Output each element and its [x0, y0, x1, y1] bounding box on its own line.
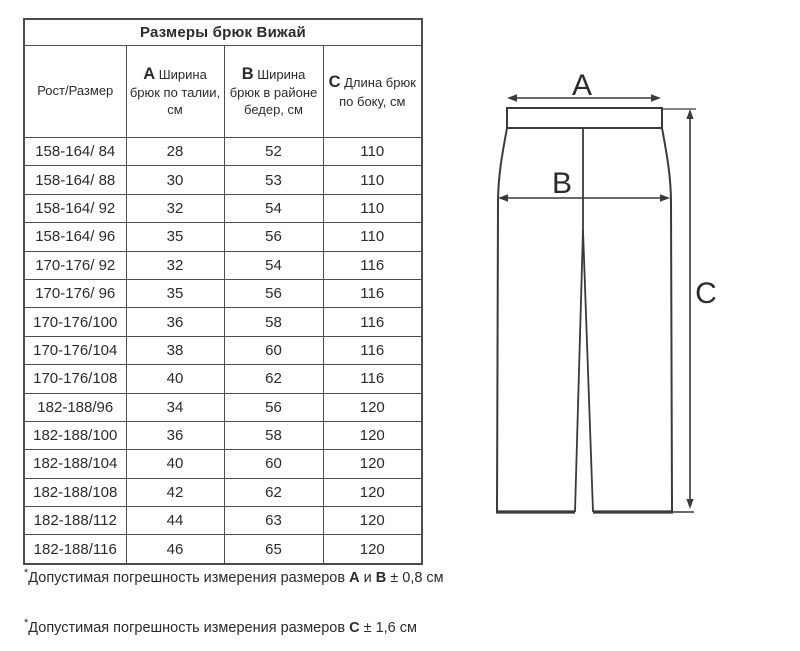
footnote-asterisk: * — [24, 567, 29, 579]
cell-size: 170-176/108 — [24, 365, 126, 393]
table-row — [24, 279, 422, 307]
cell-waist: 32 — [126, 194, 224, 222]
cell-waist: 35 — [126, 279, 224, 307]
pants-diagram — [450, 55, 790, 535]
footnote-text: ± 1,6 см — [359, 619, 417, 636]
footnote-ab-tolerance — [24, 567, 444, 586]
table-row — [24, 535, 422, 564]
table-row — [24, 308, 422, 336]
waistband — [507, 108, 662, 128]
cell-length: 110 — [323, 194, 422, 222]
cell-size: 158-164/ 96 — [24, 223, 126, 251]
cell-hips: 52 — [224, 138, 323, 166]
column-header-length — [323, 46, 422, 138]
table-row — [24, 223, 422, 251]
cell-hips: 63 — [224, 507, 323, 535]
footnote-text: ± 0,8 см — [386, 569, 444, 586]
measure-c-arrowhead-top — [686, 109, 693, 119]
cell-hips: 58 — [224, 421, 323, 449]
table-row — [24, 194, 422, 222]
cell-hips: 53 — [224, 166, 323, 194]
table-row — [24, 507, 422, 535]
column-header-hips-label: Ширина брюк в районе бедер, см — [229, 66, 318, 118]
cell-size: 158-164/ 84 — [24, 138, 126, 166]
cell-size: 182-188/96 — [24, 393, 126, 421]
measure-b-label: B — [551, 167, 573, 200]
table-row — [24, 138, 422, 166]
cell-hips: 60 — [224, 450, 323, 478]
footnote-text: Допустимая погрешность измерения размеров — [28, 569, 350, 586]
cell-hips: 56 — [224, 223, 323, 251]
footnote-bold-b: В — [375, 569, 387, 586]
cell-waist: 46 — [126, 535, 224, 564]
cell-hips: 65 — [224, 535, 323, 564]
column-letter-b: B — [241, 64, 254, 83]
cell-size: 182-188/100 — [24, 421, 126, 449]
cell-length: 110 — [323, 223, 422, 251]
column-letter-a: A — [143, 64, 156, 83]
footnote-text: Допустимая погрешность измерения размеров — [28, 619, 350, 636]
cell-hips: 54 — [224, 194, 323, 222]
table-row — [24, 421, 422, 449]
table-row — [24, 478, 422, 506]
cell-waist: 40 — [126, 450, 224, 478]
cell-size: 158-164/ 88 — [24, 166, 126, 194]
cell-size: 182-188/108 — [24, 478, 126, 506]
cell-size: 170-176/100 — [24, 308, 126, 336]
measure-b-arrowhead-right — [660, 194, 670, 202]
table-title: Размеры брюк Вижай — [24, 19, 422, 46]
cell-hips: 62 — [224, 478, 323, 506]
measure-c-label: C — [695, 277, 717, 310]
measure-a-arrowhead-left — [507, 94, 517, 102]
column-letter-c: C — [328, 73, 341, 92]
size-table — [23, 18, 423, 565]
cell-size: 182-188/104 — [24, 450, 126, 478]
cell-size: 182-188/112 — [24, 507, 126, 535]
cell-size: 158-164/ 92 — [24, 194, 126, 222]
cell-length: 110 — [323, 166, 422, 194]
cell-size: 170-176/104 — [24, 336, 126, 364]
measure-c-arrowhead-bottom — [686, 499, 693, 509]
measure-a-label: A — [571, 69, 593, 102]
footnote-c-tolerance — [24, 617, 417, 636]
cell-length: 116 — [323, 308, 422, 336]
inner-seam-left — [575, 230, 583, 512]
cell-length: 120 — [323, 507, 422, 535]
cell-length: 120 — [323, 393, 422, 421]
cell-length: 116 — [323, 365, 422, 393]
cell-hips: 60 — [224, 336, 323, 364]
size-table-body — [24, 138, 422, 564]
cell-length: 120 — [323, 535, 422, 564]
table-row — [24, 336, 422, 364]
cell-waist: 35 — [126, 223, 224, 251]
table-row — [24, 365, 422, 393]
table-row — [24, 251, 422, 279]
cell-waist: 42 — [126, 478, 224, 506]
cell-length: 120 — [323, 478, 422, 506]
table-header-row — [24, 46, 422, 138]
column-header-waist — [126, 46, 224, 138]
cell-waist: 38 — [126, 336, 224, 364]
cell-hips: 62 — [224, 365, 323, 393]
outer-edge-right — [662, 128, 672, 512]
cell-size: 182-188/116 — [24, 535, 126, 564]
cell-length: 116 — [323, 279, 422, 307]
cell-length: 110 — [323, 138, 422, 166]
cell-size: 170-176/ 92 — [24, 251, 126, 279]
column-header-length-label: Длина брюк по боку, см — [339, 75, 416, 109]
cell-size: 170-176/ 96 — [24, 279, 126, 307]
cell-waist: 30 — [126, 166, 224, 194]
cell-length: 120 — [323, 450, 422, 478]
cell-length: 116 — [323, 336, 422, 364]
table-row — [24, 450, 422, 478]
cell-hips: 54 — [224, 251, 323, 279]
cell-hips: 56 — [224, 393, 323, 421]
cell-waist: 40 — [126, 365, 224, 393]
measure-b-arrowhead-left — [498, 194, 508, 202]
inner-seam-right — [583, 230, 593, 512]
measure-a-arrowhead-right — [651, 94, 661, 102]
footnote-bold-a: А — [349, 569, 360, 586]
column-header-size — [24, 46, 126, 138]
column-header-waist-label: Ширина брюк по талии, см — [129, 66, 221, 118]
footnote-text: и — [359, 569, 376, 586]
outer-edge-left — [497, 128, 507, 512]
cell-waist: 36 — [126, 308, 224, 336]
table-title-row — [24, 19, 422, 46]
column-header-size-label: Рост/Размер — [37, 83, 114, 99]
cell-waist: 28 — [126, 138, 224, 166]
cell-length: 120 — [323, 421, 422, 449]
cell-waist: 36 — [126, 421, 224, 449]
table-row — [24, 166, 422, 194]
table-row — [24, 393, 422, 421]
cell-waist: 34 — [126, 393, 224, 421]
column-header-hips — [224, 46, 323, 138]
cell-waist: 44 — [126, 507, 224, 535]
footnote-asterisk: * — [24, 617, 29, 629]
footnote-bold-c: С — [349, 619, 360, 636]
cell-length: 116 — [323, 251, 422, 279]
cell-hips: 58 — [224, 308, 323, 336]
cell-waist: 32 — [126, 251, 224, 279]
cell-hips: 56 — [224, 279, 323, 307]
